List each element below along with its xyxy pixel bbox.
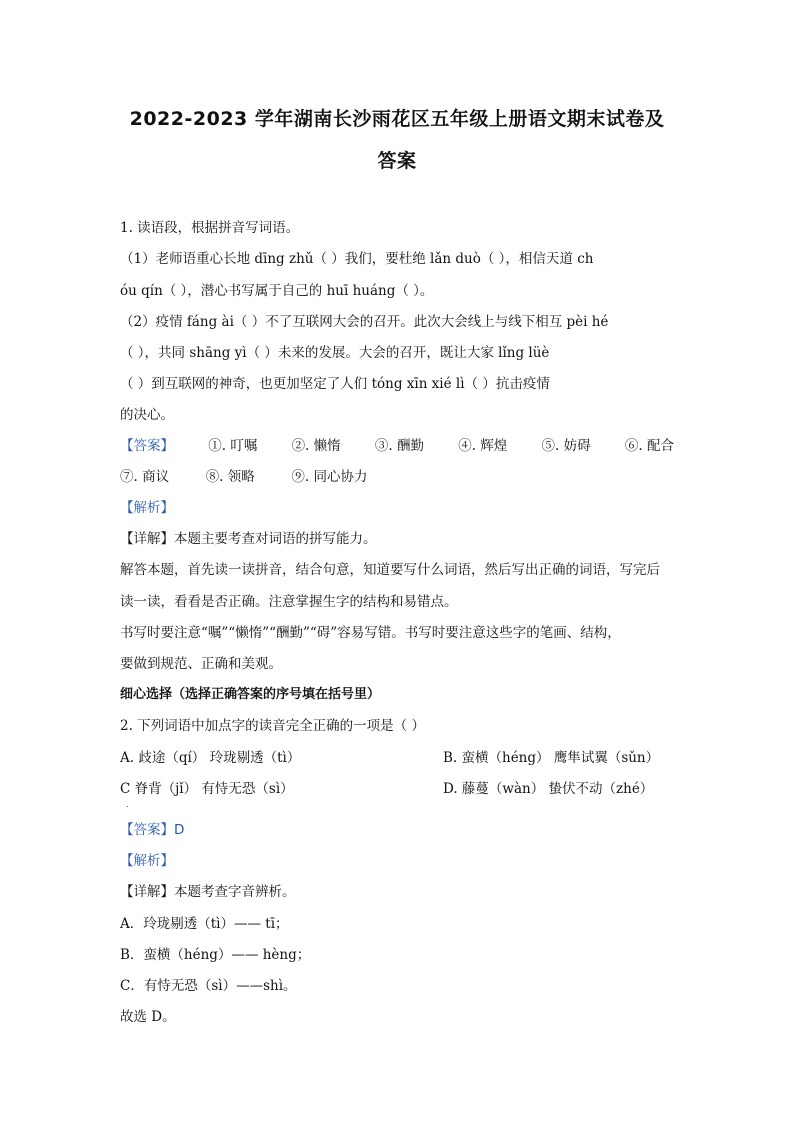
question-1-paragraph2-line4: 的决心。	[120, 407, 174, 423]
answer-item: ①. 叮嘱	[208, 438, 258, 454]
option-b: B. 蛮横（héng） 鹰隼试翼（sǔn）	[443, 750, 660, 766]
document-title-line1: 2022-2023 学年湖南长沙雨花区五年级上册语文期末试卷及	[129, 108, 665, 130]
answer-item: ⑦. 商议	[120, 469, 170, 485]
answer-item: ⑥. 配合	[624, 438, 674, 454]
question-1-paragraph2-line3: （ ）到互联网的神奇，也更加坚定了人们 tóng xīn xié lì（ ）抗击疫情	[120, 376, 550, 392]
question-1-detail-line5: 要做到规范、正确和美观。	[120, 656, 282, 672]
answer-item: ②. 懒惰	[291, 438, 341, 454]
section-heading: 细心选择（选择正确答案的序号填在括号里）	[120, 687, 381, 702]
option-d: D. 藤蔓（wàn） 蛰伏不动（zhé）	[443, 781, 654, 797]
question-2-explanation-b: B．蛮横（héng）—— hèng；	[120, 947, 311, 963]
answer-item: ④. 辉煌	[458, 438, 508, 454]
question-1-paragraph2-line1: （2）疫情 fáng ài（ ）不了互联网大会的召开。此次大会线上与线下相互 pèi hé	[120, 314, 609, 330]
question-2-stem: 2. 下列词语中加点字的读音完全正确的一项是（ ）	[120, 718, 425, 734]
question-2-detail: 【详解】本题考查字音辨析。	[120, 884, 296, 900]
answer-item: ⑨. 同心协力	[291, 469, 368, 485]
question-1-answers-row1	[120, 437, 674, 455]
question-2-explanation-a: A．玲珑剔透（tì）—— tī；	[120, 916, 289, 932]
option-c: C 脊背（jǐ） 有恃无恐（sì）	[120, 781, 294, 797]
question-1-analysis-label: 【解析】	[120, 500, 174, 516]
question-1-detail: 【详解】本题主要考查对词语的拼写能力。	[120, 531, 377, 547]
question-2-conclusion: 故选 D。	[120, 1009, 176, 1025]
question-2-explanation-c: C．有恃无恐（sì）——shì。	[120, 978, 297, 994]
question-1-detail-line4: 书写时要注意“嘱”“懒惰”“酬勤”“碍”容易写错。书写时要注意这些字的笔画、结构，	[120, 625, 621, 641]
question-1-paragraph1-line1: （1）老师语重心长地 dīng zhǔ（ ）我们，要杜绝 lǎn duò（ ），相信天道 ch	[120, 251, 594, 267]
emphasis-dot: .	[126, 800, 129, 809]
question-1-stem: 1. 读语段，根据拼音写词语。	[120, 220, 300, 236]
question-1-detail-line3: 读一读，看看是否正确。注意掌握生字的结构和易错点。	[120, 594, 458, 610]
answer-item: ③. 酬勤	[374, 438, 424, 454]
question-2-analysis-label: 【解析】	[120, 853, 174, 869]
question-1-answers-row2	[120, 468, 367, 486]
question-1-paragraph1-line2: óu qín（ ），潜心书写属于自己的 huī huáng（ ）。	[120, 283, 434, 299]
document-title-line2: 答案	[377, 150, 417, 172]
question-1-detail-line2: 解答本题，首先读一读拼音，结合句意，知道要写什么词语，然后写出正确的词语，写完后	[120, 562, 660, 578]
answer-item: ⑤. 妨碍	[541, 438, 591, 454]
option-a: A. 歧途（qí） 玲珑剔透（tì）	[120, 750, 301, 766]
answer-label: 【答案】	[120, 438, 174, 454]
question-2-answer: 【答案】D	[120, 822, 185, 838]
answer-item: ⑧. 领略	[205, 469, 255, 485]
question-1-paragraph2-line2: （ ），共同 shāng yì（ ）未来的发展。大会的召开，既让大家 lǐng lüè	[120, 345, 550, 361]
